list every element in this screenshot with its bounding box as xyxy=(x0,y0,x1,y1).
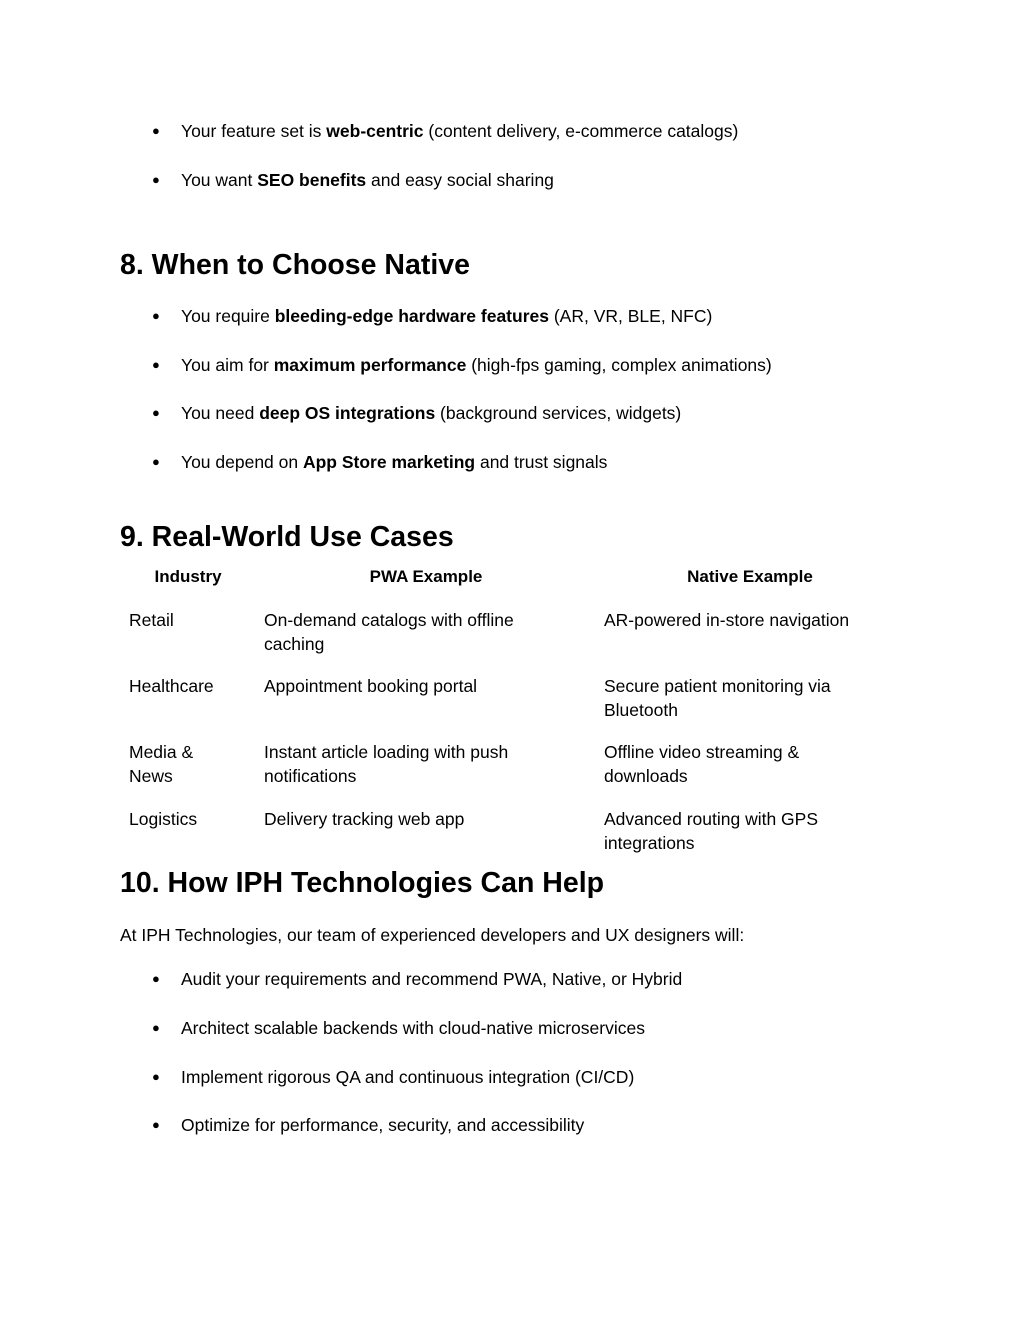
bullet-icon: ● xyxy=(152,1069,160,1084)
bullet-icon: ● xyxy=(152,357,160,372)
section-8-bullet-list xyxy=(152,305,952,473)
bullet-icon: ● xyxy=(152,405,160,420)
list-item: ● Architect scalable backends with cloud‑native microservices xyxy=(152,1018,645,1038)
bullet-icon: ● xyxy=(152,1117,160,1132)
bullet-icon: ● xyxy=(152,172,160,187)
list-item: ● You aim for maximum performance (high‑fps gaming, complex animations) xyxy=(152,355,772,375)
table-cell: Retail xyxy=(129,610,174,630)
bullet-icon: ● xyxy=(152,123,160,138)
table-cell: Appointment booking portal xyxy=(264,676,478,696)
table-cell: AR‑powered in‑store navigation xyxy=(604,610,850,630)
list-item: ● You require bleeding‑edge hardware features (AR, VR, BLE, NFC) xyxy=(152,306,713,326)
table-cell: Advanced routing with GPS integrations xyxy=(604,809,819,853)
list-item: ● You want SEO benefits and easy social sharing xyxy=(152,170,554,190)
section-8-heading: 8. When to Choose Native xyxy=(120,249,470,281)
table-header-cell: Industry xyxy=(154,567,222,586)
table-cell: Media & News xyxy=(129,742,194,786)
top-bullet-list xyxy=(152,120,952,191)
table-cell: Logistics xyxy=(129,809,198,829)
bullet-icon: ● xyxy=(152,308,160,323)
table-cell: Offline video streaming & downloads xyxy=(604,742,800,786)
list-item: ● Your feature set is web‑centric (content delivery, e‑commerce catalogs) xyxy=(152,121,739,141)
table-cell: On‑demand catalogs with offline caching xyxy=(264,610,514,654)
table-cell: Instant article loading with push notifications xyxy=(264,742,509,786)
section-10-bullet-list xyxy=(152,968,952,1136)
table-cell: Healthcare xyxy=(129,676,214,696)
table-header-cell: Native Example xyxy=(687,567,813,586)
table-header-cell: PWA Example xyxy=(369,567,483,586)
table-cell: Delivery tracking web app xyxy=(264,809,465,829)
bullet-icon: ● xyxy=(152,454,160,469)
section-9-heading: 9. Real‑World Use Cases xyxy=(120,521,454,553)
bullet-icon: ● xyxy=(152,971,160,986)
list-item: ● You need deep OS integrations (background services, widgets) xyxy=(152,403,682,423)
section-10-heading: 10. How IPH Technologies Can Help xyxy=(120,867,605,899)
section-10-intro: At IPH Technologies, our team of experienced developers and UX designers will: xyxy=(120,925,745,945)
list-item: ● Optimize for performance, security, and accessibility xyxy=(152,1115,585,1135)
list-item: ● Implement rigorous QA and continuous integration (CI/CD) xyxy=(152,1067,635,1087)
bullet-icon: ● xyxy=(152,1020,160,1035)
list-item: ● Audit your requirements and recommend PWA, Native, or Hybrid xyxy=(152,969,683,989)
table-cell: Secure patient monitoring via Bluetooth xyxy=(604,676,831,720)
list-item: ● You depend on App Store marketing and trust signals xyxy=(152,452,608,472)
